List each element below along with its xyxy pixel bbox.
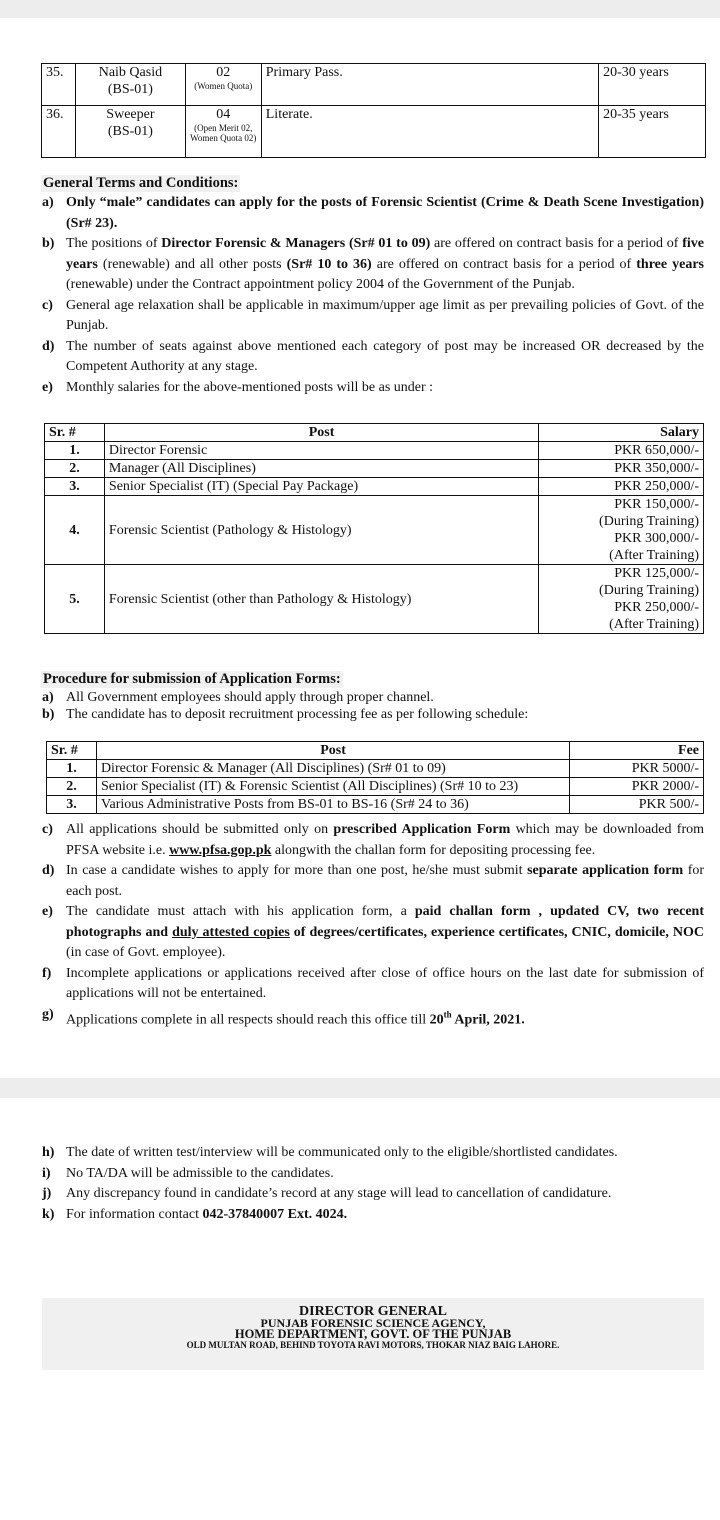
item-text: No TA/DA will be admissible to the candidates. [66, 1165, 334, 1181]
item-label: k) [42, 1206, 55, 1222]
row-number: 35. [42, 64, 76, 106]
item-label: d) [42, 338, 55, 354]
item-text: Incomplete applications or applications received after close of office hours on the last date for submission of applications will not be entertained. [66, 965, 704, 1001]
item-label: e) [42, 904, 53, 919]
seats: 02 [216, 65, 231, 80]
item-text-bold: prescribed Application Form [333, 822, 511, 837]
row-number: 3. [47, 796, 97, 814]
item-text: The date of written test/interview will be communicated only to the eligible/shortlisted candidates. [66, 1145, 618, 1160]
final-terms-list [42, 1143, 704, 1225]
item-label: h) [42, 1145, 55, 1160]
salary-cell: PKR 350,000/- [539, 460, 704, 478]
item-label: c) [42, 297, 53, 313]
list-item [42, 1143, 704, 1164]
table-row [47, 796, 704, 814]
salary-cell: PKR 250,000/- [539, 478, 704, 496]
procedure-list [42, 689, 704, 723]
row-number: 3. [45, 478, 105, 496]
terms-heading: General Terms and Conditions: [43, 175, 239, 191]
item-label: a) [42, 690, 54, 705]
list-item [42, 1164, 704, 1185]
item-text-bold: three years [636, 256, 704, 272]
seats: 04 [216, 107, 231, 122]
website-link[interactable]: www.pfsa.gop.pk [169, 842, 272, 858]
deadline-suffix: th [443, 1009, 452, 1020]
list-item [42, 296, 704, 337]
row-number: 5. [45, 565, 105, 634]
item-label: c) [42, 822, 53, 837]
salary-line: PKR 150,000/- [614, 497, 699, 512]
footer-department: HOME DEPARTMENT, GOVT. OF THE PUNJAB [234, 1327, 512, 1341]
item-text: The number of seats against above mentioned each category of post may be increased OR decreased by the Competent Authority at any stage. [66, 338, 704, 374]
table-row [42, 64, 706, 106]
age-cell: 20-30 years [599, 64, 706, 106]
deadline-day: 20 [429, 1012, 444, 1028]
post-name-cell [75, 64, 185, 106]
salary-line: (After Training) [609, 548, 699, 563]
item-text: All applications should be submitted only on [66, 822, 334, 837]
item-label: d) [42, 863, 55, 878]
item-text-bold: five years [66, 236, 704, 272]
col-header-no: Sr. # [45, 424, 105, 442]
list-item [42, 964, 704, 1005]
item-text-bold: of degrees/certificates, experience certificates, CNIC, domicile, NOC [289, 924, 705, 940]
row-number: 1. [47, 760, 97, 778]
list-item [42, 820, 704, 861]
item-label: f) [42, 965, 52, 981]
item-text: (renewable) under the Contract appointment policy 2004 of the Government of the Punjab. [66, 277, 575, 292]
list-item [42, 378, 704, 399]
item-text: All Government employees should apply through proper channel. [66, 690, 434, 705]
item-text-bold: (Sr# 10 to 36) [286, 256, 372, 272]
document-page-1 [0, 18, 720, 1078]
post-cell: Forensic Scientist (other than Pathology & Histology) [104, 565, 538, 634]
post-cell: Forensic Scientist (Pathology & Histology) [104, 496, 538, 565]
posts-table [41, 63, 706, 158]
table-row [45, 496, 704, 565]
list-item [42, 902, 704, 964]
post-cell: Director Forensic [104, 442, 538, 460]
fee-cell: PKR 5000/- [570, 760, 704, 778]
fee-cell: PKR 2000/- [570, 778, 704, 796]
post-cell: Senior Specialist (IT) & Forensic Scientist (All Disciplines) (Sr# 10 to 23) [96, 778, 569, 796]
age-cell: 20-35 years [599, 106, 706, 158]
salary-line: PKR 300,000/- [614, 531, 699, 546]
item-label: b) [42, 707, 55, 722]
table-header-row [45, 424, 704, 442]
item-text-bold: Director Forensic & Managers (Sr# 01 to 09) [161, 236, 431, 251]
table-row [45, 442, 704, 460]
item-text: Any discrepancy found in candidate’s record at any stage will lead to cancellation of candidature. [66, 1186, 612, 1201]
procedure-heading: Procedure for submission of Application Forms: [43, 671, 341, 687]
row-number: 2. [47, 778, 97, 796]
signature-block [42, 1298, 704, 1370]
item-text: The candidate must attach with his application form, a [66, 904, 415, 919]
seats-cell [185, 106, 261, 158]
list-item [42, 1005, 704, 1031]
post-name: Naib Qasid [98, 65, 163, 80]
item-text: alongwith the challan form for depositing processing fee. [271, 842, 596, 858]
table-header-row [47, 742, 704, 760]
item-text: The candidate has to deposit recruitment processing fee as per following schedule: [66, 707, 529, 722]
post-scale: (BS-01) [107, 124, 153, 139]
item-text: for each post. [66, 863, 705, 899]
quota: (Open Merit 02, Women Quota 02) [190, 123, 257, 143]
list-item [42, 337, 704, 378]
salary-table [44, 423, 704, 634]
salary-cell [539, 496, 704, 565]
col-header-post: Post [104, 424, 538, 442]
item-text: (renewable) and all other posts [97, 256, 287, 272]
item-label: e) [42, 379, 53, 395]
post-cell: Director Forensic & Manager (All Disciplines) (Sr# 01 to 09) [96, 760, 569, 778]
item-label: j) [42, 1186, 52, 1201]
row-number: 2. [45, 460, 105, 478]
col-header-fee: Fee [570, 742, 704, 760]
qualification-cell: Primary Pass. [261, 64, 598, 106]
list-item [42, 1184, 704, 1205]
table-row [47, 760, 704, 778]
col-header-no: Sr. # [47, 742, 97, 760]
fee-cell: PKR 500/- [570, 796, 704, 814]
item-text: In case a candidate wishes to apply for more than one post, he/she must submit [66, 863, 528, 878]
footer-agency: PUNJAB FORENSIC SCIENCE AGENCY, [260, 1316, 486, 1330]
item-text-underlined: duly attested copies [172, 924, 290, 940]
item-label: a) [42, 195, 54, 210]
table-row [47, 778, 704, 796]
post-name: Sweeper [106, 107, 155, 122]
procedure-list-continued [42, 820, 704, 1031]
item-text: which may be downloaded from PFSA website i.e. [66, 822, 705, 858]
item-label: g) [42, 1006, 54, 1022]
item-text-bold: separate application form [527, 863, 684, 878]
row-number: 36. [42, 106, 76, 158]
list-item [42, 193, 704, 234]
footer-address: OLD MULTAN ROAD, BEHIND TOYOTA RAVI MOTORS, THOKAR NIAZ BAIG LAHORE. [186, 1340, 560, 1350]
post-scale: (BS-01) [107, 82, 153, 97]
item-text: are offered on contract basis for a period of [371, 256, 637, 272]
item-text: Only “male” candidates can apply for the posts of Forensic Scientist (Crime & Death Scene Investigation) (Sr# 23). [66, 195, 704, 231]
salary-cell: PKR 650,000/- [539, 442, 704, 460]
seats-cell [185, 64, 261, 106]
item-text: are offered on contract basis for a period of [430, 236, 683, 251]
item-text: General age relaxation shall be applicable in maximum/upper age limit as per prevailing policies of Govt. of the Punjab. [66, 297, 704, 333]
contact-number: 042-37840007 Ext. 4024. [202, 1206, 348, 1222]
col-header-post: Post [96, 742, 569, 760]
item-text-bold: paid challan form , updated CV, two recent photographs and [66, 904, 705, 940]
item-text: (in case of Govt. employee). [66, 945, 226, 960]
list-item [42, 234, 704, 296]
footer-title: DIRECTOR GENERAL [299, 1304, 447, 1319]
fee-table [46, 741, 704, 814]
col-header-salary: Salary [539, 424, 704, 442]
salary-line: PKR 125,000/- [614, 566, 699, 581]
item-label: b) [42, 236, 55, 251]
item-text: Applications complete in all respects should reach this office till [66, 1012, 430, 1028]
document-page-2 [0, 1098, 720, 1520]
table-row [42, 106, 706, 158]
table-row [45, 460, 704, 478]
item-text: For information contact [66, 1206, 203, 1222]
item-text: Monthly salaries for the above-mentioned posts will be as under : [66, 379, 434, 395]
item-text: The positions of [66, 236, 162, 251]
post-cell: Senior Specialist (IT) (Special Pay Package) [104, 478, 538, 496]
post-name-cell [75, 106, 185, 158]
row-number: 1. [45, 442, 105, 460]
terms-list [42, 193, 704, 398]
table-row [45, 478, 704, 496]
qualification-cell: Literate. [261, 106, 598, 158]
salary-line: (After Training) [609, 617, 699, 632]
row-number: 4. [45, 496, 105, 565]
deadline-month-year: April, 2021. [451, 1012, 525, 1028]
salary-cell [539, 565, 704, 634]
list-item [42, 1205, 704, 1226]
list-item [42, 706, 704, 723]
quota: (Women Quota) [194, 81, 253, 91]
post-cell: Various Administrative Posts from BS-01 to BS-16 (Sr# 24 to 36) [96, 796, 569, 814]
post-cell: Manager (All Disciplines) [104, 460, 538, 478]
salary-line: (During Training) [599, 583, 699, 598]
item-label: i) [42, 1165, 51, 1181]
table-row [45, 565, 704, 634]
list-item [42, 689, 704, 706]
salary-line: PKR 250,000/- [614, 600, 699, 615]
salary-line: (During Training) [599, 514, 699, 529]
list-item [42, 861, 704, 902]
